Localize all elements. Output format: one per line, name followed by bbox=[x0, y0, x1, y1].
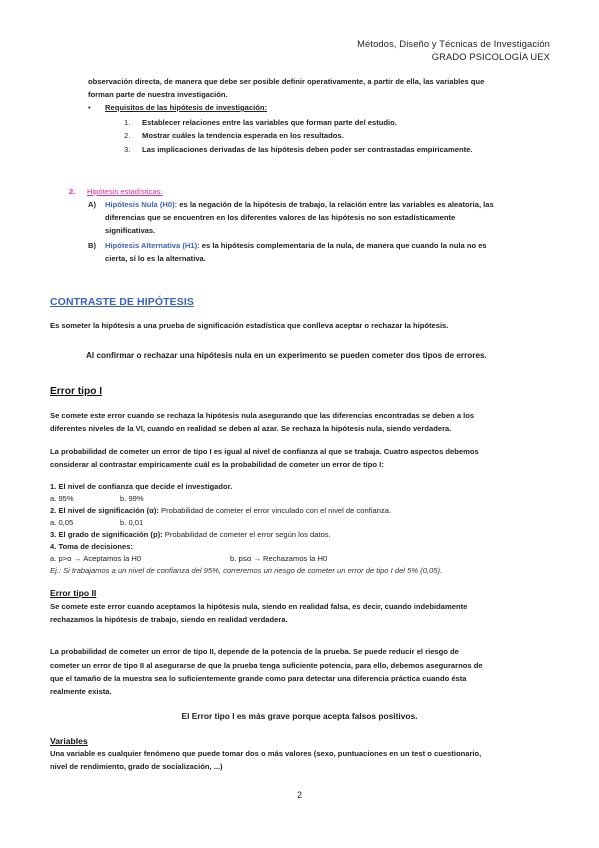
error2-title: Error tipo II bbox=[50, 588, 97, 598]
requisitos-title: Requisitos de las hipótesis de investigación: bbox=[105, 103, 268, 112]
error2-p2-line-2: cometer un error de tipo II al asegurarse de que la prueba tenga suficiente potencia, para ello, debemos asegurarnos de bbox=[50, 661, 483, 670]
estadisticas-num: 2. bbox=[69, 187, 76, 196]
error2-p1-line-2: rechazamos la hipótesis de trabajo, siendo en realidad verdadera. bbox=[50, 615, 288, 624]
hipotesis-alternativa-text-1: es la hipótesis complementaria de la nula, de manera que cuando la nula no es bbox=[201, 241, 487, 250]
contraste-p2: Al confirmar o rechazar una hipótesis nula en un experimento se pueden cometer dos tipos de errores. bbox=[86, 351, 487, 360]
intro-line-2: forman parte de nuestra investigación. bbox=[88, 90, 228, 99]
estadistica-letter-a: A) bbox=[88, 200, 97, 209]
variables-title: Variables bbox=[50, 736, 88, 746]
aspect-3-title: 3. El grado de significación (p): bbox=[50, 530, 163, 539]
error1-p1-line-1: Se comete este error cuando se rechaza la hipótesis nula asegurando que las diferencias encontradas se deben a los bbox=[50, 411, 475, 420]
error2-conclusion: El Error tipo I es más grave porque acepta falsos positivos. bbox=[181, 711, 418, 721]
requisito-num-3: 3. bbox=[124, 145, 131, 154]
aspect-1-a: a. 95% bbox=[50, 494, 74, 503]
hipotesis-alternativa-term: Hipótesis Alternativa (H1): bbox=[105, 241, 200, 250]
hipotesis-nula-text-2: diferencias que se encuentren en los diferentes valores de las hipótesis no son estadísticamente bbox=[105, 213, 456, 222]
aspect-1-title: 1. El nivel de confianza que decide el investigador. bbox=[50, 482, 233, 491]
intro-line-1: observación directa, de manera que debe ser posible definir operativamente, a partir de ella, las variables que bbox=[88, 77, 485, 86]
error1-example: Ej.: Si trabajamos a un nivel de confianza del 95%, correremos un riesgo de cometer un error de tipo I del 5% (0,05). bbox=[50, 566, 443, 575]
requisito-num-1: 1. bbox=[124, 118, 131, 127]
estadisticas-title: Hipótesis estadísticas: bbox=[87, 187, 163, 196]
requisito-text-2: Mostrar cuáles la tendencia esperada en los resultados. bbox=[142, 131, 344, 140]
requisito-num-2: 2. bbox=[124, 131, 131, 140]
error1-p1-line-2: diferentes niveles de la VI, cuando en realidad se deben al azar. Se rechaza la hipótesis nula, siendo verdadera. bbox=[50, 424, 452, 433]
aspect-4-b: b. p≤α → Rechazamos la H0 bbox=[230, 554, 328, 563]
aspect-2-b: b. 0,01 bbox=[120, 518, 144, 527]
header-title: Métodos, Diseño y Técnicas de Investigación bbox=[357, 39, 550, 49]
variables-line-1: Una variable es cualquier fenómeno que puede tomar dos o más valores (sexo, puntuaciones en un test o cuestionario, bbox=[50, 749, 482, 758]
hipotesis-alternativa-line-1 bbox=[105, 240, 545, 252]
aspect-3-rest: Probabilidad de cometer el error según los datos. bbox=[164, 530, 331, 539]
hipotesis-nula-term: Hipótesis Nula (H0): bbox=[105, 200, 178, 209]
error2-p2-line-4: realmente exista. bbox=[50, 687, 112, 696]
error1-p2-line-1: La probabilidad de cometer un error de tipo I es igual al nivel de confianza al que se trabaja. Cuatro aspectos debemos bbox=[50, 447, 479, 456]
aspect-2-title: 2. El nivel de significación (α): bbox=[50, 506, 159, 515]
error1-title: Error tipo I bbox=[50, 386, 103, 397]
aspect-2-rest: Probabilidad de cometer el error vinculado con el nivel de confianza. bbox=[161, 506, 392, 515]
aspect-1-b: b. 99% bbox=[120, 494, 144, 503]
hipotesis-nula-text-3: significativas. bbox=[105, 226, 156, 235]
contraste-title: CONTRASTE DE HIPÓTESIS bbox=[50, 296, 194, 308]
variables-line-2: nivel de rendimiento, grado de socialización, ...) bbox=[50, 762, 223, 771]
error2-p2-line-3: que el tamaño de la muestra sea lo suficientemente grande como para detectar una diferencia práctica cuando ésta bbox=[50, 674, 467, 683]
aspect-4-title: 4. Toma de decisiones: bbox=[50, 542, 133, 551]
requisitos-bullet: • bbox=[88, 103, 91, 112]
hipotesis-alternativa-text-2: cierta, sí lo es la alternativa. bbox=[105, 254, 206, 263]
aspect-2-a: a. 0,05 bbox=[50, 518, 74, 527]
hipotesis-nula-line-1 bbox=[105, 199, 545, 211]
page-number: 2 bbox=[296, 790, 302, 800]
aspect-3-line bbox=[50, 529, 331, 541]
aspect-2-line bbox=[50, 505, 391, 517]
error1-p2-line-2: considerar al contrastar empíricamente cuál es la probabilidad de cometer un error de tipo I: bbox=[50, 460, 384, 469]
error2-p1-line-1: Se comete este error cuando aceptamos la hipótesis nula, siendo en realidad falsa, es decir, cuando indebidamente bbox=[50, 602, 468, 611]
header-subtitle: GRADO PSICOLOGÍA UEX bbox=[431, 52, 550, 62]
contraste-p1: Es someter la hipótesis a una prueba de significación estadística que conlleva aceptar o rechazar la hipótesis. bbox=[50, 321, 449, 330]
requisito-text-1: Establecer relaciones entre las variables que forman parte del estudio. bbox=[142, 118, 397, 127]
error2-p2-line-1: La probabilidad de cometer un error de tipo II, depende de la potencia de la prueba. Se puede reducir el riesgo de bbox=[50, 647, 459, 656]
hipotesis-nula-text-1: es la negación de la hipótesis de trabajo, la relación entre las variables es aleatoria, las bbox=[179, 200, 494, 209]
estadistica-letter-b: B) bbox=[88, 241, 97, 250]
aspect-4-a: a. p>α → Aceptamos la H0 bbox=[50, 554, 142, 563]
requisito-text-3: Las implicaciones derivadas de las hipótesis deben poder ser contrastadas empíricamente. bbox=[142, 145, 473, 154]
